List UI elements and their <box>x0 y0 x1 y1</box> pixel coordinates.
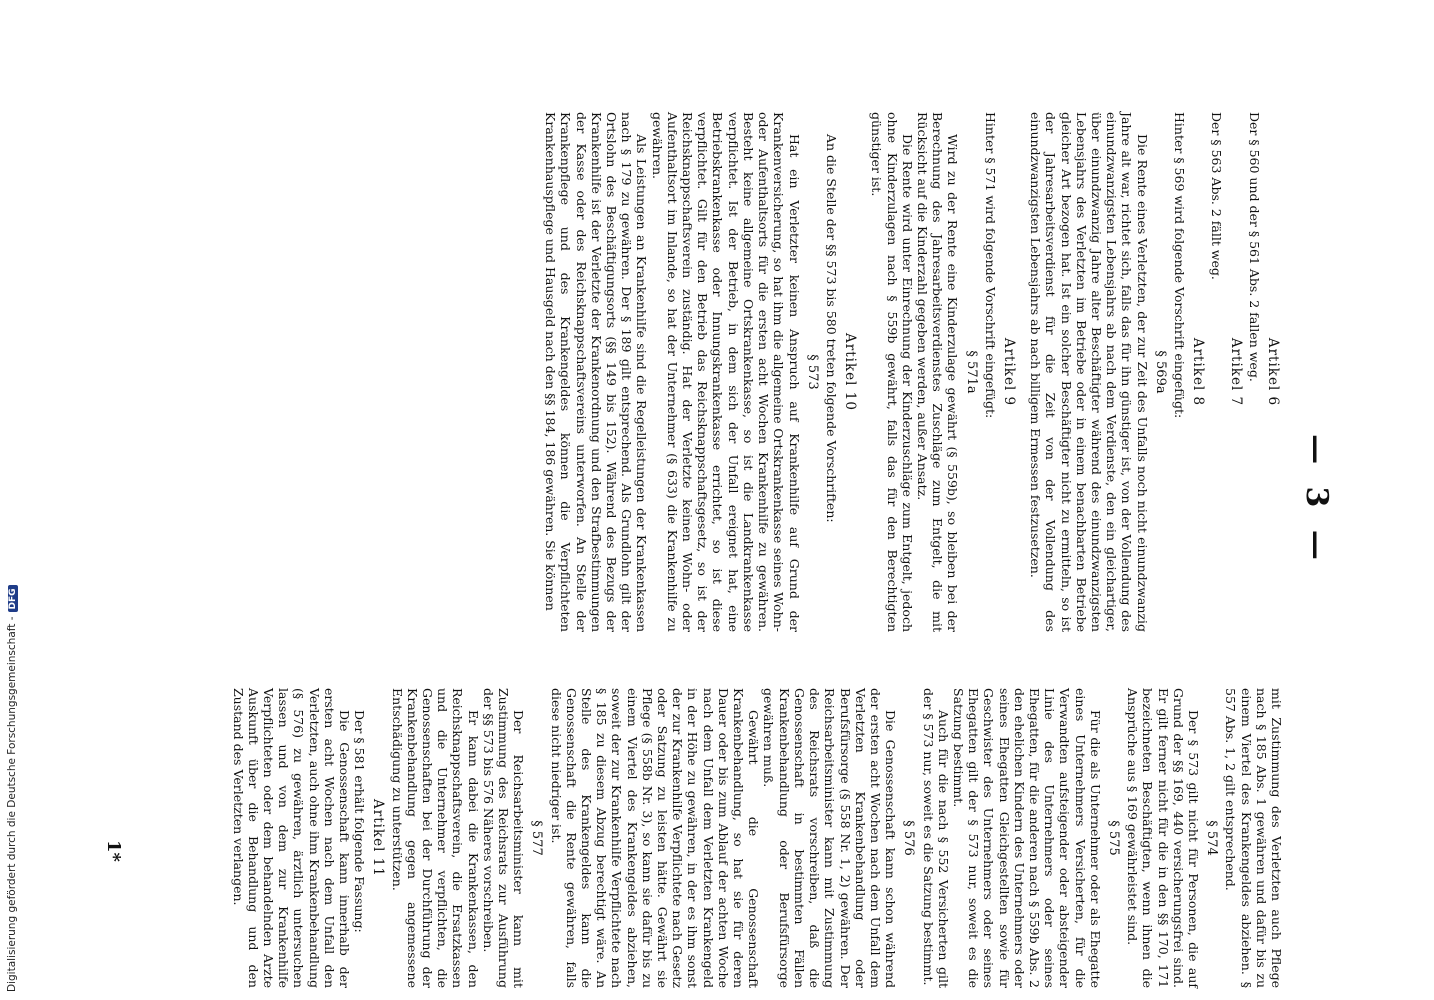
article-text: Hinter § 571 wird folgende Vorschrift eingefügt: <box>982 112 998 419</box>
section-heading: § 569a <box>1152 350 1168 394</box>
footer <box>2 0 22 1000</box>
signature-mark: 1* <box>103 840 124 862</box>
paragraph: Die Genossenschaft kann schon während der ersten acht Wochen nach dem Unfall dem Verletzten Krankenbehandlung oder Berufsfürsorge (§ 558 Nr. 1, 2) gewähren. Der Reichsarbeitsminister kann mit Zustimmung des Reichsrats vorschreiben, daß die Genossenschaft in bestimmten Fällen Krankenbehandlung oder Berufsfürsorge gewähren muß. <box>761 688 899 988</box>
paragraph: Er kann dabei die Krankenkassen, den Reichsknappschaftsverein, die Ersatzkassen und die Unternehmer verpflichten, die Genossenschaften bei der Durchführung der Krankenbehandlung gegen angemessene Entschädigung zu unterstützen. <box>389 688 481 988</box>
article-text: Der § 563 Abs. 2 fällt weg. <box>1209 112 1225 280</box>
footer-credit <box>6 585 18 992</box>
article-heading: Artikel 11 <box>370 799 387 877</box>
section-heading: § 573 <box>804 354 820 390</box>
paragraph: Für die als Unternehmer oder als Ehegatte eines Unternehmers Versicherten, für die Verwandten aufsteigender oder absteigender Linie des Unternehmers oder seines Ehegatten, für die anderen nach § 559b Abs. 2 den ehelichen Kindern des Unternehmers oder seines Ehegatten Gleichgestellten sowie für Geschwister des Unternehmers oder seines Ehegatten gilt der § 573 nur, soweit es die Satzung bestimmt. <box>950 688 1103 988</box>
article-text: Der § 581 erhält folgende Fassung: <box>352 710 368 933</box>
article-text: Hinter § 569 wird folgende Vorschrift eingefügt: <box>1171 112 1187 419</box>
section-heading: § 574 <box>1204 820 1220 856</box>
article-heading: Artikel 9 <box>1000 337 1017 407</box>
article-heading: Artikel 7 <box>1227 337 1244 407</box>
article-heading: Artikel 10 <box>842 333 859 411</box>
paragraph: Die Rente wird unter Einrechnung der Kinderzuschläge zum Entgelt, jedoch ohne Kinderzulagen nach § 559b gewährt, falls das für den Berechtigten günstiger ist. <box>869 112 915 632</box>
section-heading: § 575 <box>1105 820 1121 856</box>
article-heading: Artikel 8 <box>1190 337 1207 407</box>
paragraph: Gewährt die Genossenschaft Krankenbehandlung, so hat sie für deren Dauer oder bis zum Ablauf der achten Woche nach dem Unfall dem Verletzten Krankengeld in der Höhe zu gewähren, in der es ihm sonst der zur Krankenhilfe Verpflichtete nach Gesetz oder Satzung zu leisten hätte. Gewährt sie Pflege (§ 558b Nr. 3), so kann sie dafür bis zu einem Viertel des Krankengeldes abziehen, soweit der zur Krankenhilfe Verpflichtete nach § 185 zu diesem Abzug berechtigt wäre. An Stelle des Krankengeldes kann die Genossenschaft die Rente gewähren, falls diese nicht niedriger ist. <box>548 688 762 988</box>
page-number: — 3 — <box>1299 434 1334 566</box>
right-column <box>230 688 1284 988</box>
paragraph: Hat ein Verletzter keinen Anspruch auf Krankenhilfe auf Grund der Krankenversicherung, so hat ihm die allgemeine Ortskrankenkasse seines Wohn- oder Aufenthaltsorts für die ersten acht Wochen Krankenhilfe zu gewähren. Besteht keine allgemeine Ortskrankenkasse, so ist die Landkrankenkasse verpflichtet. Ist der Betrieb, in dem sich der Unfall ereignet hat, eine Betriebskrankenkasse oder Innungskrankenkasse errichtet, so ist diese verpflichtet. Gilt für den Betrieb das Reichsknappschaftsgesetz, so ist der Reichsknappschaftsverein zuständig. Hat der Verletzte keinen Wohn- oder Aufenthaltsort im Inlande, so hat der Unternehmer (§ 633) die Krankenhilfe zu gewähren. <box>649 112 802 632</box>
article-heading: Artikel 6 <box>1265 337 1281 407</box>
paragraph: Die Genossenschaft kann innerhalb der ersten acht Wochen nach dem Unfall den Verletzten, auch ohne ihm Krankenbehandlung (§ 576) zu gewähren, ärztlich untersuchen lassen und von dem zur Krankenhilfe Verpflichteten oder dem behandelnden Arzte Auskunft über die Behandlung und den Zustand des Verletzten verlangen. <box>230 688 353 988</box>
paragraph: Der § 573 gilt nicht für Personen, die auf Grund der §§ 169, 440 versicherungsfrei sind. Er gilt ferner nicht für die in den §§ 170, 171 bezeichneten Beschäftigten, wenn ihnen die Ansprüche aus § 169 gewährleistet sind. <box>1125 688 1201 988</box>
paragraph: Wird zu der Rente eine Kinderzulage gewährt (§ 559b), so bleiben bei der Berechnung des Jahresarbeitsverdienstes Zuschläge zum Entgelt, die mit Rücksicht auf die Kinderzahl gegeben werden, außer Ansatz. <box>914 112 961 632</box>
section-heading: § 577 <box>529 820 545 856</box>
paragraph: Auch für die nach § 552 Versicherten gilt der § 573 nur, soweit es die Satzung bestimmt. <box>920 688 951 988</box>
dfg-logo: DFG <box>8 585 18 612</box>
left-column <box>543 112 1284 632</box>
article-text: An die Stelle der §§ 573 bis 580 treten folgende Vorschriften: <box>823 134 839 523</box>
section-heading: § 576 <box>901 820 917 856</box>
paragraph: Die Rente eines Verletzten, der zur Zeit des Unfalls noch nicht einundzwanzig Jahre alt war, richtet sich, falls das für ihn günstiger ist, von der Vollendung des einundzwanzigsten Lebensjahrs ab nach dem Verdienste, den ein gleichartiger, über einundzwanzig Jahre alter Beschäftigter während des einundzwanzigsten Lebensjahrs des Verletzten im Betriebe oder in einem benachbarten Betriebe gleicher Art bezogen hat. Ist ein solcher Beschäftigter nicht zu ermitteln, so ist der Jahresarbeitsverdienst für die Zeit von der Vollendung des einundzwanzigsten Lebensjahrs ab nach billigem Ermessen festzusetzen. <box>1028 112 1150 632</box>
paragraph: Als Leistungen an Krankenhilfe sind die Regelleistungen der Krankenkassen nach § 179 zu gewähren. Der § 189 gilt entsprechend. Als Grundlohn gilt der Ortslohn des Beschäftigungsorts (§§ 149 bis 152). Während des Bezugs der Krankenhilfe ist der Verletzte der Krankenordnung und den Strafbestimmungen der Kasse oder des Reichsknappschaftsvereins unterworfen. An Stelle der Krankenpflege und des Krankengeldes können die Verpflichteten Krankenhauspflege und Hausgeld nach den §§ 184, 186 gewähren. Sie können <box>543 112 650 632</box>
paragraph: Der Reichsarbeitsminister kann mit Zustimmung des Reichsrats zur Ausführung der §§ 573 bis 576 Näheres vorschreiben. <box>480 688 527 988</box>
section-heading: § 571a <box>963 350 979 394</box>
footer-credit-text: Digitalisierung gefördert durch die Deutsche Forschungsgemeinschaft - <box>6 616 18 992</box>
article-text: Der § 560 und der § 561 Abs. 2 fallen weg. <box>1246 112 1262 382</box>
paragraph: mit Zustimmung des Verletzten auch Pflege nach § 185 Abs. 1 gewähren und dafür bis zu einem Viertel des Krankengeldes abziehen. § 557 Abs. 1, 2 gilt entsprechend. <box>1223 688 1284 988</box>
